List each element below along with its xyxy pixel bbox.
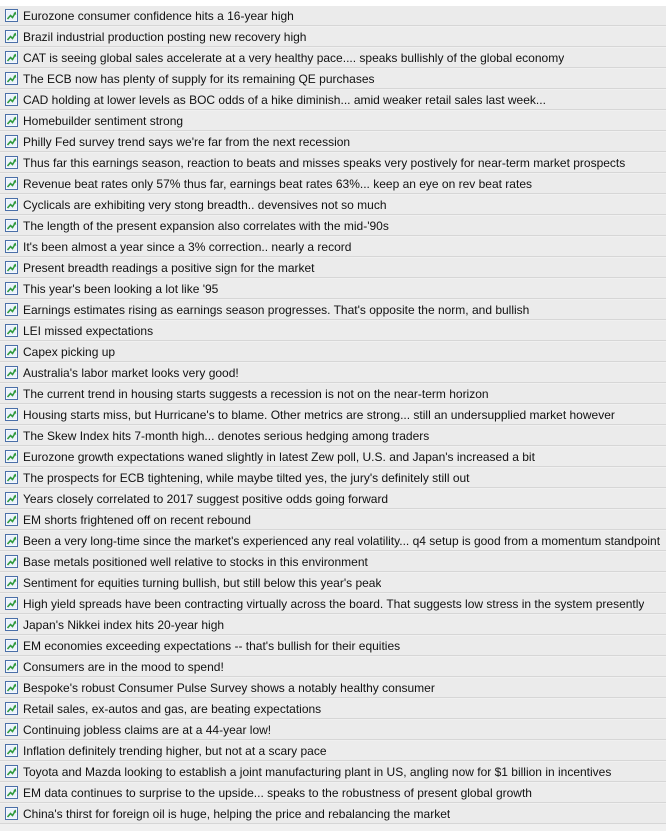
list-item[interactable] [0, 384, 666, 404]
list-item-label: The length of the present expansion also correlates with the mid-'90s [23, 218, 389, 233]
chart-arrow-up-icon [5, 219, 18, 232]
list-item-label: Eurozone growth expectations waned slightly in latest Zew poll, U.S. and Japan's increased a bit [23, 449, 535, 464]
list-item[interactable] [0, 699, 666, 719]
list-item[interactable] [0, 636, 666, 656]
list-item-label: This year's been looking a lot like '95 [23, 281, 219, 296]
chart-arrow-up-icon [5, 723, 18, 736]
chart-arrow-up-icon [5, 156, 18, 169]
list-item-label: Consumers are in the mood to spend! [23, 659, 224, 674]
list-item[interactable] [0, 615, 666, 635]
list-item-label: Revenue beat rates only 57% thus far, earnings beat rates 63%... keep an eye on rev beat rates [23, 176, 532, 191]
chart-arrow-up-icon [5, 513, 18, 526]
list-item[interactable] [0, 300, 666, 320]
list-item-label: EM economies exceeding expectations -- that's bullish for their equities [23, 638, 401, 653]
list-item-label: Eurozone consumer confidence hits a 16-year high [23, 8, 294, 23]
chart-arrow-up-icon [5, 72, 18, 85]
list-item-label: Australia's labor market looks very good! [23, 365, 239, 380]
list-item[interactable] [0, 342, 666, 362]
list-item-label: Been a very long-time since the market's experienced any real volatility... q4 setup is good from a momentum standpoint [23, 533, 661, 548]
list-item[interactable] [0, 111, 666, 131]
list-item[interactable] [0, 552, 666, 572]
chart-arrow-up-icon [5, 30, 18, 43]
list-item-label: Cyclicals are exhibiting very stong breadth.. devensives not so much [23, 197, 387, 212]
chart-arrow-up-icon [5, 345, 18, 358]
list-item-label: The Skew Index hits 7-month high... denotes serious hedging among traders [23, 428, 430, 443]
list-item-label: Toyota and Mazda looking to establish a joint manufacturing plant in US, angling now for $1 billion in incentives [23, 764, 612, 779]
list-item-label: Japan's Nikkei index hits 20-year high [23, 617, 225, 632]
list-item[interactable] [0, 132, 666, 152]
chart-arrow-up-icon [5, 471, 18, 484]
chart-arrow-up-icon [5, 9, 18, 22]
list-item-label: EM data continues to surprise to the upside... speaks to the robustness of present global growth [23, 785, 532, 800]
list-item[interactable] [0, 426, 666, 446]
list-item-label: EM shorts frightened off on recent rebound [23, 512, 251, 527]
list-item[interactable] [0, 489, 666, 509]
chart-arrow-up-icon [5, 408, 18, 421]
list-item-label: Homebuilder sentiment strong [23, 113, 184, 128]
chart-arrow-up-icon [5, 114, 18, 127]
list-item-label: Inflation definitely trending higher, but not at a scary pace [23, 743, 327, 758]
list-item-label: Bespoke's robust Consumer Pulse Survey shows a notably healthy consumer [23, 680, 435, 695]
chart-arrow-up-icon [5, 303, 18, 316]
chart-arrow-up-icon [5, 744, 18, 757]
list-item-label: Thus far this earnings season, reaction to beats and misses speaks very postively for near-term market prospects [23, 155, 626, 170]
list-item-label: Brazil industrial production posting new recovery high [23, 29, 307, 44]
list-item[interactable] [0, 279, 666, 299]
list-item-label: The ECB now has plenty of supply for its remaining QE purchases [23, 71, 375, 86]
chart-arrow-up-icon [5, 660, 18, 673]
chart-arrow-up-icon [5, 681, 18, 694]
list-item[interactable] [0, 741, 666, 761]
chart-arrow-up-icon [5, 597, 18, 610]
list-item[interactable] [0, 531, 666, 551]
list-item-label: CAD holding at lower levels as BOC odds of a hike diminish... amid weaker retail sales last week... [23, 92, 546, 107]
list-item[interactable] [0, 363, 666, 383]
list-item[interactable] [0, 678, 666, 698]
list-item-label: Years closely correlated to 2017 suggest positive odds going forward [23, 491, 389, 506]
chart-arrow-up-icon [5, 702, 18, 715]
list-item[interactable] [0, 447, 666, 467]
list-item-label: LEI missed expectations [23, 323, 154, 338]
list-item[interactable] [0, 510, 666, 530]
list-item[interactable] [0, 90, 666, 110]
list-item-label: Present breadth readings a positive sign for the market [23, 260, 315, 275]
chart-arrow-up-icon [5, 618, 18, 631]
chart-arrow-up-icon [5, 240, 18, 253]
chart-arrow-up-icon [5, 198, 18, 211]
chart-arrow-up-icon [5, 492, 18, 505]
chart-arrow-up-icon [5, 534, 18, 547]
list-item[interactable] [0, 258, 666, 278]
list-item[interactable] [0, 27, 666, 47]
list-item[interactable] [0, 195, 666, 215]
list-item[interactable] [0, 405, 666, 425]
chart-arrow-up-icon [5, 366, 18, 379]
chart-arrow-up-icon [5, 93, 18, 106]
chart-arrow-up-icon [5, 51, 18, 64]
chart-arrow-up-icon [5, 387, 18, 400]
chart-arrow-up-icon [5, 639, 18, 652]
chart-arrow-up-icon [5, 765, 18, 778]
list-item-label: Retail sales, ex-autos and gas, are beating expectations [23, 701, 322, 716]
list-item[interactable] [0, 594, 666, 614]
list-item-label: Capex picking up [23, 344, 116, 359]
chart-arrow-up-icon [5, 282, 18, 295]
list-item[interactable] [0, 783, 666, 803]
chart-arrow-up-icon [5, 555, 18, 568]
list-item[interactable] [0, 762, 666, 782]
list-item[interactable] [0, 153, 666, 173]
chart-arrow-up-icon [5, 807, 18, 820]
list-item[interactable] [0, 48, 666, 68]
list-item[interactable] [0, 69, 666, 89]
chart-arrow-up-icon [5, 324, 18, 337]
list-item[interactable] [0, 216, 666, 236]
list-item-label: Continuing jobless claims are at a 44-year low! [23, 722, 272, 737]
list-item-label: It's been almost a year since a 3% correction.. nearly a record [23, 239, 352, 254]
chart-arrow-up-icon [5, 261, 18, 274]
chart-arrow-up-icon [5, 450, 18, 463]
list-item[interactable] [0, 720, 666, 740]
list-item[interactable] [0, 321, 666, 341]
list-item[interactable] [0, 657, 666, 677]
list-item-label: High yield spreads have been contracting virtually across the board. That suggests low stress in the system presently [23, 596, 645, 611]
list-item[interactable] [0, 6, 666, 26]
list-item-label: Housing starts miss, but Hurricane's to blame. Other metrics are strong... still an undersupplied market however [23, 407, 615, 422]
list-item-label: China's thirst for foreign oil is huge, helping the price and rebalancing the market [23, 806, 451, 821]
list-item-label: The prospects for ECB tightening, while maybe tilted yes, the jury's definitely still out [23, 470, 470, 485]
list-item[interactable] [0, 237, 666, 257]
list-item[interactable] [0, 573, 666, 593]
chart-arrow-up-icon [5, 135, 18, 148]
chart-arrow-up-icon [5, 576, 18, 589]
list-item-label: Earnings estimates rising as earnings season progresses. That's opposite the norm, and bullish [23, 302, 530, 317]
headline-list [0, 6, 666, 831]
list-item-label: Sentiment for equities turning bullish, but still below this year's peak [23, 575, 382, 590]
list-item-label: The current trend in housing starts suggests a recession is not on the near-term horizon [23, 386, 489, 401]
list-item-label: Philly Fed survey trend says we're far from the next recession [23, 134, 351, 149]
chart-arrow-up-icon [5, 786, 18, 799]
list-item[interactable] [0, 468, 666, 488]
chart-arrow-up-icon [5, 177, 18, 190]
chart-arrow-up-icon [5, 429, 18, 442]
list-item[interactable] [0, 174, 666, 194]
list-item-label: CAT is seeing global sales accelerate at a very healthy pace.... speaks bullishly of the global economy [23, 50, 565, 65]
list-item-label: Base metals positioned well relative to stocks in this environment [23, 554, 368, 569]
list-item[interactable] [0, 804, 666, 824]
